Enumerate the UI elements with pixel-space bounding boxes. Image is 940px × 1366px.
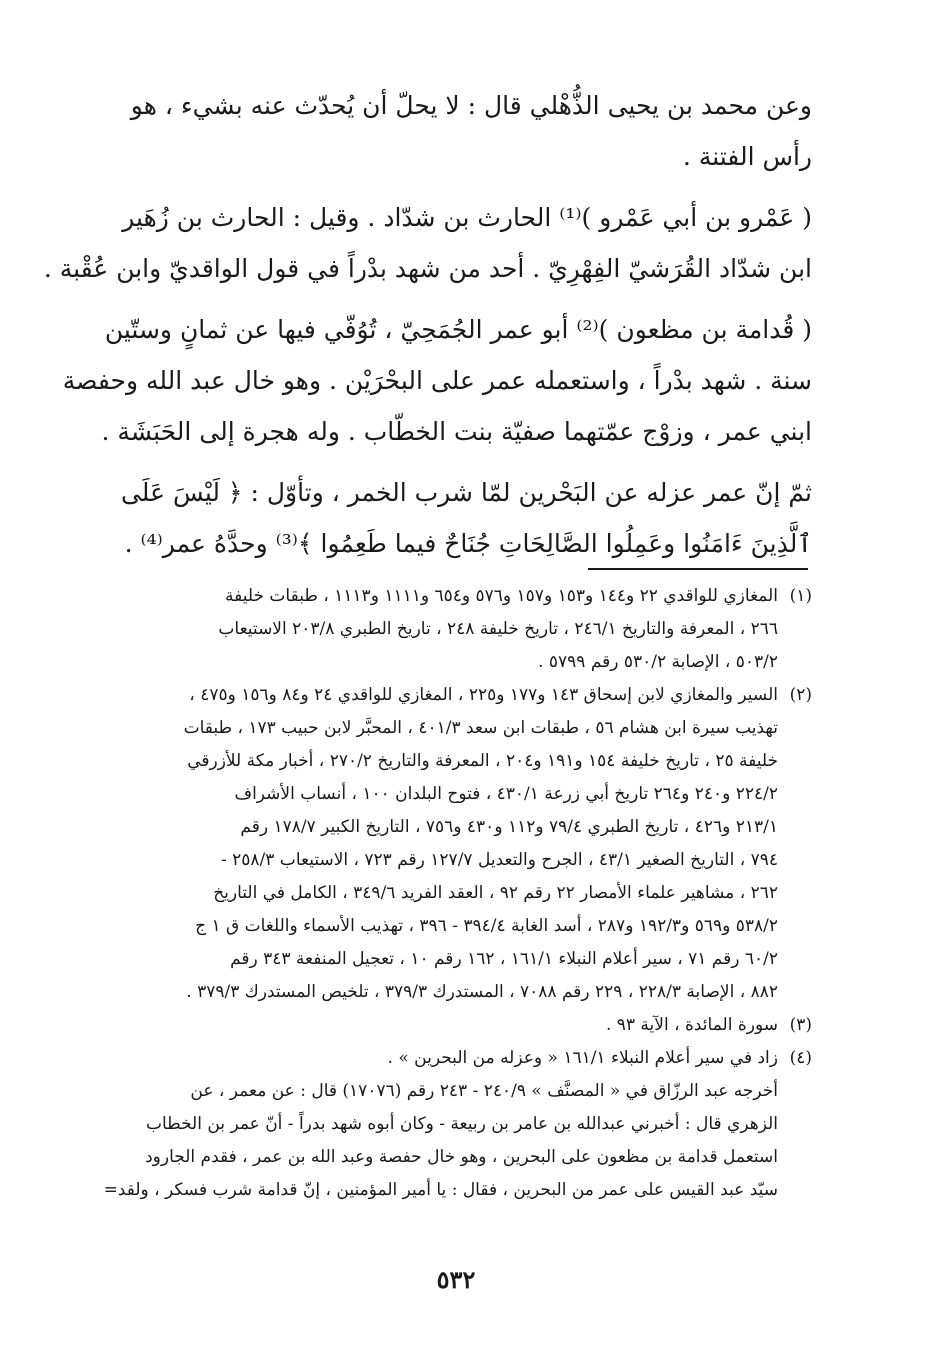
text-line: وعن محمد بن يحيى الذُّهْلي قال : لا يحلّ أن يُحدّث عنه بشيء ، هو [130,91,812,120]
commentary-line: أخرجه عبد الرزّاق في « المصنَّف » ٢٤٠/٩ - ٢٤٣ رقم (١٧٠٧٦) قال : عن معمر ، عن [190,1081,778,1101]
footnote-line: ٥٣٨/٢ و٥٦٩ و١٩٢/٣ و٢٨٧ ، أسد الغابة ٣٩٤/٤ - ٣٩٦ ، تهذيب الأسماء واللغات ق ١ ج [195,916,778,936]
footnote-line: ٢٦٦ ، المعرفة والتاريخ ٢٤٦/١ ، تاريخ خليفة ٢٤٨ ، تاريخ الطبري ٢٠٣/٨ الاستيعاب [218,619,778,639]
footnote-divider [588,568,808,570]
footnote-number: (٤) [789,1048,812,1068]
footnote-line: ٧٩٤ ، التاريخ الصغير ٤٣/١ ، الجرح والتعديل ١٢٧/٧ رقم ٧٢٣ ، الاستيعاب ٢٥٨/٣ - [220,850,778,870]
page-number: ٥٣٢ [436,1265,476,1294]
footnote-commentary [100,1075,812,1207]
text-line: ثمّ إنّ عمر عزله عن البَحْرين لمّا شرب الخمر ، وتأوّل : ﴿ لَيْسَ عَلَى [120,478,812,507]
footnote-body [100,679,778,1009]
commentary-line: الزهري قال : أخبرني عبدالله بن عامر بن ربيعة - وكان أبوه شهد بدراً - أنّ عمر بن الخطاب [145,1114,778,1134]
footnote-line: ٢٦٢ ، مشاهير علماء الأمصار ٢٢ رقم ٩٢ ، العقد الفريد ٣٤٩/٦ ، الكامل في التاريخ [213,883,778,903]
footnote-body [100,580,778,679]
text-line: ٱلَّذِينَ ءَامَنُوا وعَمِلُوا الصَّالِحَاتِ جُنَاحٌ فيما طَعِمُوا ﴾⁽³⁾ وحدَّهُ عمر⁽⁴⁾ . [124,529,812,558]
commentary-line: سيّد عبد القيس على عمر من البحرين ، فقال : يا أمير المؤمنين ، إنّ قدامة شرب فسكر ، ولقد= [103,1180,778,1200]
footnote-line: السير والمغازي لابن إسحاق ١٤٣ و١٧٧ و٢٢٥ ، المغازي للواقدي ٢٤ و٨٤ و١٥٦ و٤٧٥ ، [189,685,778,705]
paragraph-qudama-ibn-mazun [62,304,812,457]
footnote-line: ٢١٣/١ و٤٢٦ ، تاريخ الطبري ٧٩/٤ و١١٢ و٤٣٠ و٧٥٦ ، التاريخ الكبير ١٧٨/٧ رقم [240,817,778,837]
text-line: ابني عمر ، وزوْج عمّتهما صفيّة بنت الخطّاب . وله هجرة إلى الحَبَشَة . [101,417,812,446]
text-line: ( عَمْرو بن أبي عَمْرو )⁽¹⁾ الحارث بن شدّاد . وقيل : الحارث بن زُهَير [122,203,812,232]
footnote-number: (٢) [789,685,812,705]
text-line: رأس الفتنة . [682,142,812,171]
text-line: ( قُدامة بن مظعون )⁽²⁾ أبو عمر الجُمَحِيّ ، تُوُفّي فيها عن ثمانٍ وستّين [104,315,812,344]
book-page [43,80,812,1330]
footnote-line: تهذيب سيرة ابن هشام ٥٦ ، طبقات ابن سعد ٤٠١/٣ ، المحبَّر لابن حبيب ١٧٣ ، طبقات [183,718,778,738]
footnote-line: ٢٢٤/٢ و٢٤٠ و٢٦٤ تاريخ أبي زرعة ٤٣٠/١ ، فتوح البلدان ١٠٠ ، أنساب الأشراف [234,784,778,804]
footnote-body [100,1042,778,1075]
footnote-line: سورة المائدة ، الآية ٩٣ . [605,1015,778,1035]
footnote-line: ٥٠٣/٢ ، الإصابة ٥٣٠/٢ رقم ٥٧٩٩ . [538,652,778,672]
footnote-number: (٣) [789,1015,812,1035]
footnote-4 [100,1042,812,1075]
paragraph-amr-ibn-abi-amr [43,192,812,294]
footnote-2 [100,679,812,1009]
text-line: سنة . شهد بدْراً ، واستعمله عمر على البحْرَيْن . وهو خال عبد الله وحفصة [62,366,812,395]
footnote-body [100,1009,778,1042]
commentary-line: استعمل قدامة بن مظعون على البحرين ، وهو خال حفصة وعبد الله بن عمر ، فقدم الجارود [145,1147,778,1167]
paragraph-qudama-dismissal [100,467,812,569]
footnotes [100,580,812,1207]
footnote-line: ٦٠/٢ رقم ٧١ ، سير أعلام النبلاء ١٦١/١ ، ١٦٢ رقم ١٠ ، تعجيل المنفعة ٣٤٣ رقم [230,949,778,969]
footnote-line: المغازي للواقدي ٢٢ و١٤٤ و١٥٣ و١٥٧ و٥٧٦ و٦٥٤ و١١١١ و١١١٣ ، طبقات خليفة [225,586,778,606]
footnote-line: خليفة ٢٥ ، تاريخ خليفة ١٥٤ و١٩١ و٢٠٤ ، المعرفة والتاريخ ٢٧٠/٢ ، أخبار مكة للأزرقي [187,751,778,771]
paragraph-dhuhli [100,80,812,182]
footnote-number: (١) [789,586,812,606]
footnote-line: زاد في سير أعلام النبلاء ١٦١/١ « وعزله من البحرين » . [387,1048,778,1068]
main-text [43,80,812,569]
footnote-line: ٨٨٢ ، الإصابة ٢٢٨/٣ ، ٢٢٩ رقم ٧٠٨٨ ، المستدرك ٣٧٩/٣ ، تلخيص المستدرك ٣٧٩/٣ . [186,982,778,1002]
footnote-1 [100,580,812,679]
text-line: ابن شدّاد القُرَشيّ الفِهْرِيّ . أحد من شهد بدْراً في قول الواقديّ وابن عُقْبة . [43,254,812,283]
footnote-3 [100,1009,812,1042]
